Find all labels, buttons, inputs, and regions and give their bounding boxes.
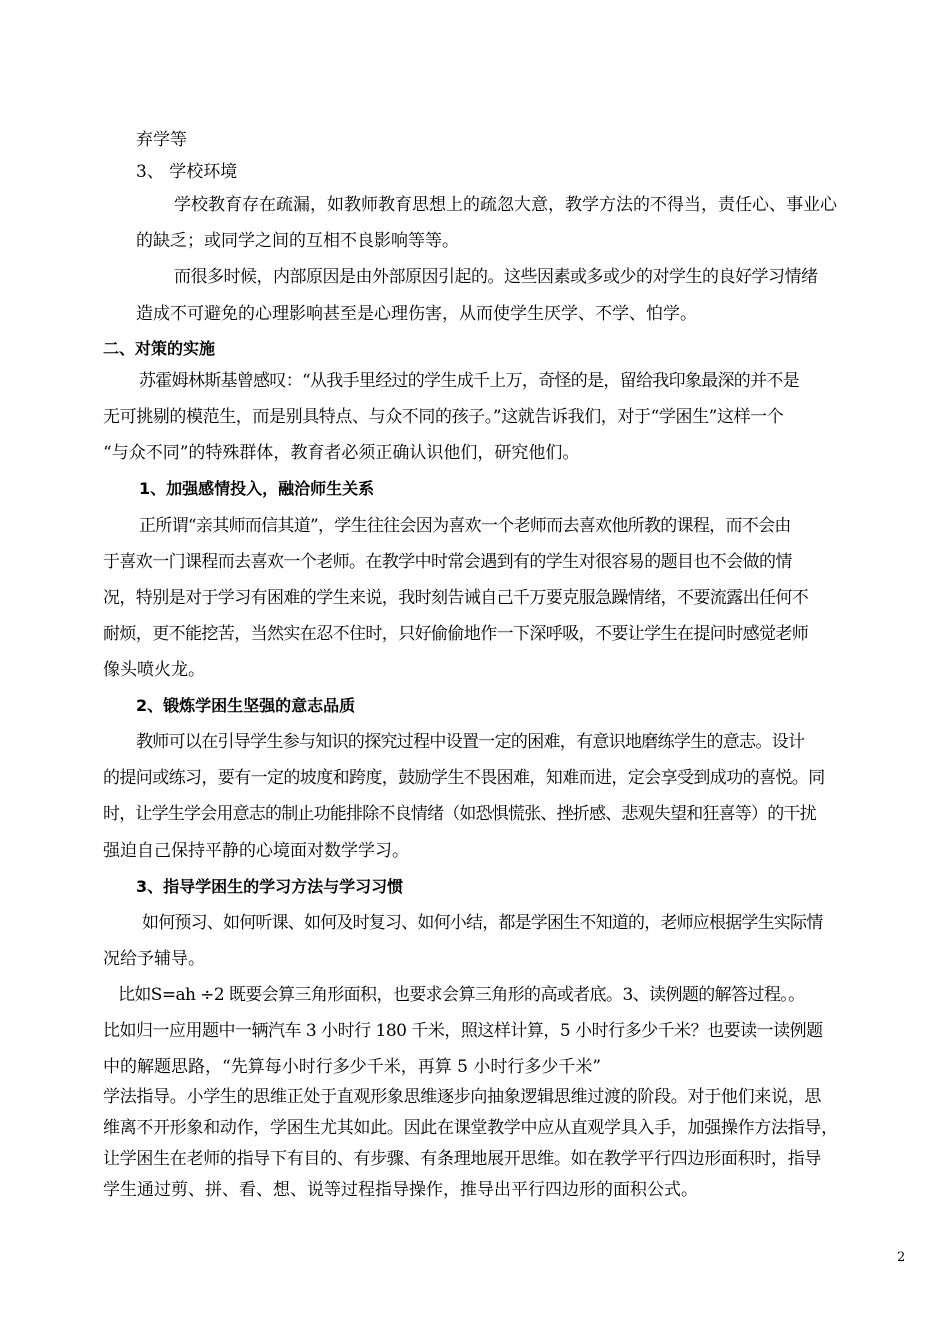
list-heading: 3、 学校环境	[136, 162, 238, 182]
text-line: 苏霍姆林斯基曾感叹：“从我手里经过的学生成千上万，奇怪的是，留给我印象最深的并不是	[139, 371, 799, 391]
text-line: 比如S=ah ÷2 既要会算三角形面积，也要求会算三角形的高或者底。3、读例题的解答过程。。	[118, 985, 805, 1005]
text-line: 学生通过剪、拼、看、想、说等过程指导操作，推导出平行四边形的面积公式。	[103, 1180, 698, 1200]
text-line: 弃学等	[136, 130, 187, 150]
text-line: 学法指导。小学生的思维正处于直观形象思维逐步向抽象逻辑思维过渡的阶段。对于他们来说，思	[103, 1087, 822, 1107]
text-line: 正所谓“亲其师而信其道”，学生往往会因为喜欢一个老师而去喜欢他所教的课程，而不会由	[139, 516, 791, 536]
text-line: 的缺乏；或同学之间的互相不良影响等等。	[136, 231, 459, 251]
text-line: 况，特别是对于学习有困难的学生来说，我时刻告诫自己千万要克服急躁情绪，不要流露出任何不	[103, 588, 809, 608]
text-line: 像头喷火龙。	[103, 660, 205, 680]
subsection-heading: 2、锻炼学困生坚强的意志品质	[136, 696, 356, 715]
text-line: 而很多时候，内部原因是由外部原因引起的。这些因素或多或少的对学生的良好学习情绪	[174, 267, 818, 287]
text-line: 比如归一应用题中一辆汽车 3 小时行 180 千米，照这样计算，5 小时行多少千米？也要读一读例题	[103, 1021, 823, 1041]
text-line: 教师可以在引导学生参与知识的探究过程中设置一定的困难，有意识地磨练学生的意志。设计	[136, 732, 805, 752]
page-number: 2	[897, 1250, 906, 1265]
text-line: 造成不可避免的心理影响甚至是心理伤害，从而使学生厌学、不学、怕学。	[136, 304, 697, 324]
text-line: 维离不开形象和动作，学困生尤其如此。因此在课堂教学中应从直观学具入手，加强操作方法指导，	[103, 1118, 838, 1138]
text-line: 强迫自己保持平静的心境面对数学学习。	[103, 841, 409, 861]
subsection-heading: 3、指导学困生的学习方法与学习习惯	[136, 877, 404, 896]
text-line: 于喜欢一门课程而去喜欢一个老师。在教学中时常会遇到有的学生对很容易的题目也不会做的情	[103, 552, 792, 572]
section-heading: 二、对策的实施	[103, 339, 216, 358]
text-line: 无可挑剔的模范生，而是别具特点、与众不同的孩子。”这就告诉我们，对于“学困生”这样一个	[103, 407, 784, 427]
text-line: 中的解题思路，“先算每小时行多少千米，再算 5 小时行多少千米”	[103, 1057, 602, 1077]
subsection-heading: 1、加强感情投入，融洽师生关系	[139, 479, 375, 498]
text-line: “与众不同”的特殊群体，教育者必须正确认识他们，研究他们。	[103, 443, 580, 463]
text-line: 让学困生在老师的指导下有目的、有步骤、有条理地展开思维。如在教学平行四边形面积时，指导	[103, 1149, 822, 1169]
text-line: 的提问或练习，要有一定的坡度和跨度，鼓励学生不畏困难，知难而进，定会享受到成功的喜悦。同	[103, 768, 825, 788]
text-line: 况给予辅导。	[103, 949, 205, 969]
text-line: 学校教育存在疏漏，如教师教育思想上的疏忽大意，教学方法的不得当，责任心、事业心	[174, 195, 837, 215]
text-line: 耐烦，更不能挖苦，当然实在忍不住时，只好偷偷地作一下深呼吸，不要让学生在提问时感觉老师	[103, 624, 809, 644]
text-line: 如何预习、如何听课、如何及时复习、如何小结，都是学困生不知道的，老师应根据学生实际情	[142, 913, 823, 933]
text-line: 时，让学生学会用意志的制止功能排除不良情绪（如恐惧慌张、挫折感、悲观失望和狂喜等）的干扰	[103, 804, 816, 824]
